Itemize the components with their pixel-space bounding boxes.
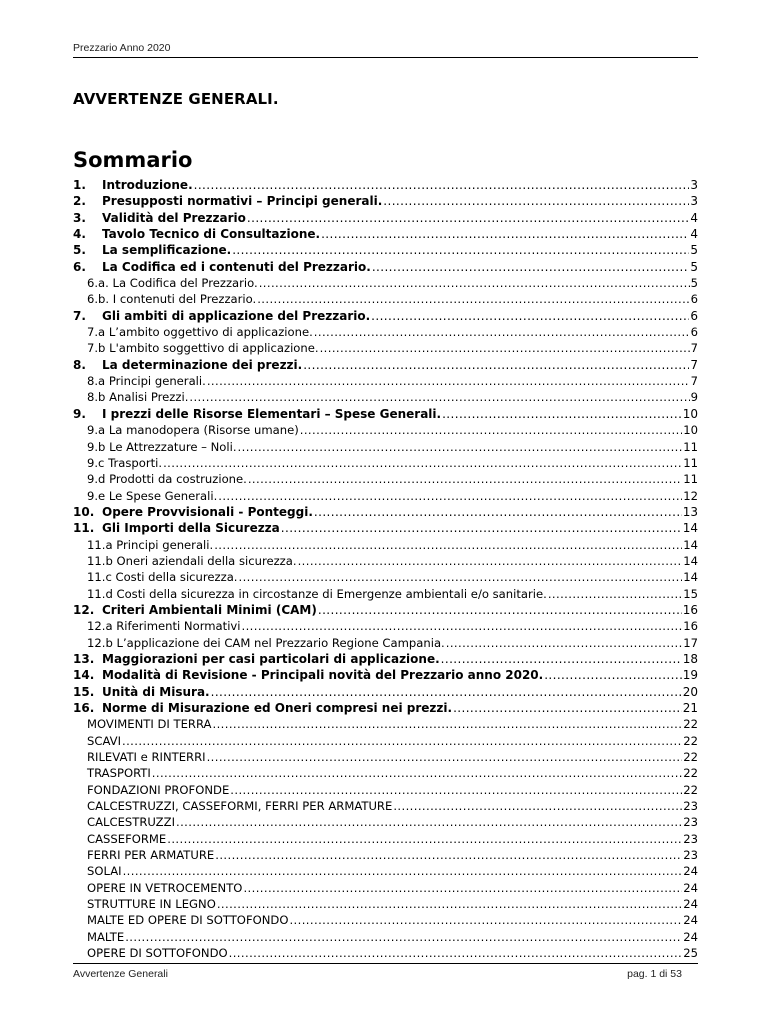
document-title: AVVERTENZE GENERALI. (73, 90, 279, 108)
toc-entry[interactable] (73, 635, 698, 651)
toc-entry-page: 19 (682, 668, 698, 683)
toc-dot-leader (152, 765, 682, 781)
toc-entry[interactable] (73, 896, 698, 912)
toc-entry-page: 23 (683, 831, 698, 846)
table-of-contents (73, 177, 698, 962)
toc-dot-leader (300, 422, 682, 438)
toc-dot-leader (232, 242, 689, 258)
toc-dot-leader (215, 847, 682, 863)
toc-entry-page: 13 (682, 504, 698, 519)
toc-entry-title: Gli ambiti di applicazione del Prezzario. (102, 308, 371, 323)
toc-dot-leader (259, 275, 690, 291)
toc-entry-page: 16 (682, 602, 698, 617)
toc-entry-number: 12. (73, 602, 95, 617)
toc-dot-leader (211, 684, 682, 700)
toc-dot-leader (212, 716, 682, 732)
toc-entry-title: Tavolo Tecnico di Consultazione. (102, 227, 321, 242)
toc-entry[interactable] (73, 471, 698, 487)
toc-entry-title: 11.d Costi della sicurezza in circostanze di Emergenze ambientali e/o sanitarie. (87, 586, 547, 601)
toc-dot-leader (207, 749, 683, 765)
toc-entry[interactable] (73, 945, 698, 961)
toc-dot-leader (544, 667, 682, 683)
toc-entry-page: 21 (682, 701, 698, 715)
toc-entry-title: 9.d Prodotti da costruzione. (87, 472, 247, 487)
toc-entry-title: 12.a Riferimenti Normativi (87, 619, 241, 634)
toc-dot-leader (372, 259, 690, 275)
toc-entry-title: MOVIMENTI DI TERRA (87, 717, 212, 732)
toc-dot-leader (176, 814, 682, 830)
toc-entry-number: 11. (73, 521, 95, 536)
toc-dot-leader (314, 504, 682, 520)
toc-entry-title: 9.a La manodopera (Risorse umane) (87, 423, 299, 438)
toc-dot-leader (125, 929, 682, 945)
toc-entry[interactable] (73, 782, 698, 798)
toc-dot-leader (441, 651, 682, 667)
footer-section-name: Avvertenze Generali (73, 968, 168, 980)
toc-dot-leader (303, 357, 689, 373)
toc-entry-page: 22 (683, 733, 698, 748)
footer-page-number: pag. 1 di 53 (627, 968, 682, 980)
toc-entry-title: 12.b L’applicazione dei CAM nel Prezzario Regione Campania. (87, 635, 445, 650)
toc-dot-leader (446, 635, 682, 651)
toc-dot-leader (442, 406, 682, 422)
toc-entry-title: OPERE IN VETROCEMENTO (87, 880, 243, 895)
toc-entry-number: 3. (73, 210, 86, 225)
toc-entry[interactable] (73, 275, 698, 291)
toc-entry-number: 5. (73, 243, 86, 258)
toc-entry-title: 8.a Principi generali. (87, 374, 206, 389)
toc-entry[interactable] (73, 667, 698, 683)
toc-entry[interactable] (73, 929, 698, 945)
toc-entry-page: 14 (683, 553, 698, 568)
toc-dot-leader (248, 471, 682, 487)
toc-entry-page: 11 (683, 439, 698, 454)
toc-entry-page: 22 (683, 717, 698, 732)
toc-entry-title: Validità del Prezzario (102, 210, 246, 225)
toc-entry-page: 25 (683, 946, 698, 961)
toc-dot-leader (548, 586, 682, 602)
toc-entry-page: 14 (682, 521, 698, 536)
toc-dot-leader (453, 700, 682, 716)
toc-entry-title: La Codifica ed i contenuti del Prezzario. (102, 259, 371, 274)
toc-entry-title: I prezzi delle Risorse Elementari – Spese Generali. (102, 406, 442, 421)
toc-entry-number: 6. (73, 259, 86, 274)
toc-entry-page: 22 (683, 766, 698, 781)
toc-entry-title: CALCESTRUZZI (87, 815, 175, 830)
toc-entry[interactable] (73, 488, 698, 504)
toc-entry-page: 23 (683, 848, 698, 863)
toc-heading: Sommario (73, 148, 193, 172)
toc-entry[interactable] (73, 504, 698, 520)
toc-entry-number: 9. (73, 406, 86, 421)
toc-entry-number: 2. (73, 194, 86, 209)
toc-entry[interactable] (73, 291, 698, 307)
toc-entry[interactable] (73, 210, 698, 226)
toc-entry-page: 22 (683, 750, 698, 765)
toc-entry-title: 11.b Oneri aziendali della sicurezza. (87, 553, 297, 568)
toc-entry-title: 8.b Analisi Prezzi. (87, 390, 189, 405)
toc-entry[interactable] (73, 177, 698, 193)
toc-entry-page: 4 (690, 210, 698, 225)
toc-entry[interactable] (73, 749, 698, 765)
toc-dot-leader (320, 340, 690, 356)
toc-entry-number: 13. (73, 651, 95, 666)
page-header: Prezzario Anno 2020 (73, 42, 171, 54)
toc-entry-page: 7 (690, 374, 698, 389)
toc-entry[interactable] (73, 814, 698, 830)
header-divider (73, 57, 698, 58)
toc-entry[interactable] (73, 700, 698, 716)
toc-entry-page: 7 (690, 357, 698, 372)
toc-entry-title: 9.b Le Attrezzature – Noli. (87, 439, 237, 454)
toc-entry[interactable] (73, 831, 698, 847)
toc-entry-page: 4 (690, 227, 698, 242)
toc-dot-leader (393, 798, 682, 814)
toc-entry-title: 9.e Le Spese Generali. (87, 488, 218, 503)
toc-dot-leader (298, 553, 683, 569)
toc-entry[interactable] (73, 193, 698, 209)
toc-entry[interactable] (73, 586, 698, 602)
toc-entry-page: 3 (690, 178, 698, 192)
toc-dot-leader (321, 226, 689, 242)
toc-entry-page: 24 (683, 897, 698, 912)
toc-entry[interactable] (73, 880, 698, 896)
toc-entry-page: 14 (683, 570, 698, 585)
toc-entry-title: La determinazione dei prezzi. (102, 357, 303, 372)
toc-entry-title: RILEVATI e RINTERRI (87, 750, 206, 765)
toc-entry-title: La semplificazione. (102, 243, 232, 258)
toc-entry-title: STRUTTURE IN LEGNO (87, 897, 216, 912)
toc-entry-number: 10. (73, 504, 95, 519)
toc-entry-title: Presupposti normativi – Principi generali. (102, 194, 383, 209)
toc-entry-title: 11.a Principi generali. (87, 537, 214, 552)
toc-dot-leader (122, 733, 682, 749)
toc-dot-leader (371, 308, 689, 324)
toc-entry[interactable] (73, 553, 698, 569)
toc-entry-title: OPERE DI SOTTOFONDO (87, 946, 228, 961)
toc-entry-page: 6 (690, 308, 698, 323)
toc-entry-page: 24 (683, 864, 698, 879)
toc-entry-title: FERRI PER ARMATURE (87, 848, 215, 863)
toc-dot-leader (383, 193, 689, 209)
toc-entry-title: 11.c Costi della sicurezza. (87, 570, 238, 585)
toc-entry[interactable] (73, 863, 698, 879)
toc-entry[interactable] (73, 733, 698, 749)
toc-entry-page: 23 (683, 799, 698, 814)
toc-dot-leader (207, 373, 690, 389)
toc-entry[interactable] (73, 226, 698, 242)
toc-entry[interactable] (73, 308, 698, 324)
toc-entry[interactable] (73, 569, 698, 585)
toc-dot-leader (289, 912, 682, 928)
toc-entry-title: MALTE (87, 929, 125, 944)
toc-dot-leader (194, 177, 690, 193)
toc-entry-title: TRASPORTI (87, 766, 151, 781)
toc-entry[interactable] (73, 847, 698, 863)
toc-entry[interactable] (73, 798, 698, 814)
toc-entry[interactable] (73, 602, 698, 618)
toc-entry-title: 6.a. La Codifica del Prezzario. (87, 276, 258, 291)
toc-dot-leader (163, 455, 682, 471)
toc-entry-page: 6 (690, 292, 698, 307)
toc-entry-page: 5 (690, 276, 698, 291)
toc-entry-title: Norme di Misurazione ed Oneri compresi nei prezzi. (102, 701, 453, 715)
toc-entry[interactable] (73, 324, 698, 340)
toc-dot-leader (257, 291, 689, 307)
toc-entry-page: 23 (683, 815, 698, 830)
toc-entry[interactable] (73, 357, 698, 373)
toc-entry[interactable] (73, 406, 698, 422)
toc-entry[interactable] (73, 259, 698, 275)
toc-entry-page: 14 (683, 537, 698, 552)
toc-entry[interactable] (73, 422, 698, 438)
toc-entry-page: 7 (690, 341, 698, 356)
toc-entry[interactable] (73, 389, 698, 405)
toc-entry-number: 14. (73, 668, 95, 683)
toc-entry-page: 24 (683, 929, 698, 944)
toc-entry-page: 3 (690, 194, 698, 209)
toc-entry-title: Maggiorazioni per casi particolari di applicazione. (102, 651, 440, 666)
toc-entry-page: 18 (682, 651, 698, 666)
toc-entry-page: 10 (683, 423, 698, 438)
toc-entry[interactable] (73, 455, 698, 471)
toc-entry-page: 6 (690, 325, 698, 340)
toc-dot-leader (242, 618, 683, 634)
toc-entry-page: 24 (683, 913, 698, 928)
toc-entry-title: Introduzione. (102, 178, 193, 192)
toc-entry-page: 12 (683, 488, 698, 503)
toc-dot-leader (189, 389, 689, 405)
toc-entry-title: 7.b L'ambito soggettivo di applicazione. (87, 341, 319, 356)
toc-entry[interactable] (73, 684, 698, 700)
toc-entry-title: SCAVI (87, 733, 121, 748)
toc-entry-number: 1. (73, 178, 86, 192)
toc-entry-page: 16 (683, 619, 698, 634)
toc-dot-leader (281, 520, 682, 536)
toc-entry[interactable] (73, 373, 698, 389)
footer-divider (73, 963, 698, 964)
toc-entry-page: 9 (690, 390, 698, 405)
toc-entry[interactable] (73, 520, 698, 536)
toc-entry-title: 6.b. I contenuti del Prezzario. (87, 292, 257, 307)
toc-entry[interactable] (73, 242, 698, 258)
toc-entry[interactable] (73, 912, 698, 928)
toc-entry[interactable] (73, 537, 698, 553)
toc-dot-leader (123, 863, 683, 879)
toc-dot-leader (167, 831, 682, 847)
toc-entry-title: Unità di Misura. (102, 684, 210, 699)
toc-dot-leader (229, 945, 683, 961)
toc-entry-title: CALCESTRUZZI, CASSEFORMI, FERRI PER ARMATURE (87, 799, 393, 814)
toc-entry-page: 24 (683, 880, 698, 895)
toc-entry-title: Modalità di Revisione - Principali novità del Prezzario anno 2020. (102, 668, 544, 683)
toc-entry-page: 5 (690, 243, 698, 258)
toc-entry-number: 15. (73, 684, 95, 699)
toc-entry-title: Gli Importi della Sicurezza (102, 521, 280, 536)
toc-dot-leader (314, 324, 690, 340)
toc-dot-leader (238, 439, 683, 455)
toc-entry-title: Opere Provvisionali - Ponteggi. (102, 504, 313, 519)
toc-entry-title: 7.a L’ambito oggettivo di applicazione. (87, 325, 313, 340)
toc-dot-leader (230, 782, 682, 798)
toc-entry-page: 5 (690, 259, 698, 274)
toc-entry[interactable] (73, 340, 698, 356)
toc-dot-leader (318, 602, 682, 618)
toc-entry-number: 8. (73, 357, 86, 372)
toc-entry-page: 11 (683, 472, 698, 487)
toc-entry-number: 4. (73, 227, 86, 242)
toc-entry[interactable] (73, 651, 698, 667)
toc-entry[interactable] (73, 765, 698, 781)
toc-entry-page: 11 (683, 455, 698, 470)
toc-entry-title: CASSEFORME (87, 831, 167, 846)
toc-dot-leader (243, 880, 682, 896)
toc-entry[interactable] (73, 618, 698, 634)
toc-dot-leader (239, 569, 683, 585)
toc-entry-page: 15 (683, 586, 698, 601)
toc-entry-title: FONDAZIONI PROFONDE (87, 782, 230, 797)
toc-dot-leader (218, 488, 682, 504)
toc-entry-page: 22 (683, 782, 698, 797)
toc-dot-leader (217, 896, 682, 912)
toc-entry-title: SOLAI (87, 864, 122, 879)
toc-entry-title: Criteri Ambientali Minimi (CAM) (102, 602, 317, 617)
toc-entry-number: 7. (73, 308, 86, 323)
toc-entry-page: 10 (682, 406, 698, 421)
toc-dot-leader (214, 537, 682, 553)
toc-dot-leader (247, 210, 689, 226)
toc-entry-title: 9.c Trasporti. (87, 455, 163, 470)
toc-entry-number: 16. (73, 701, 95, 715)
toc-entry[interactable] (73, 439, 698, 455)
toc-entry-title: MALTE ED OPERE DI SOTTOFONDO (87, 913, 289, 928)
toc-entry-page: 17 (683, 635, 698, 650)
toc-entry[interactable] (73, 716, 698, 732)
toc-entry-page: 20 (682, 684, 698, 699)
